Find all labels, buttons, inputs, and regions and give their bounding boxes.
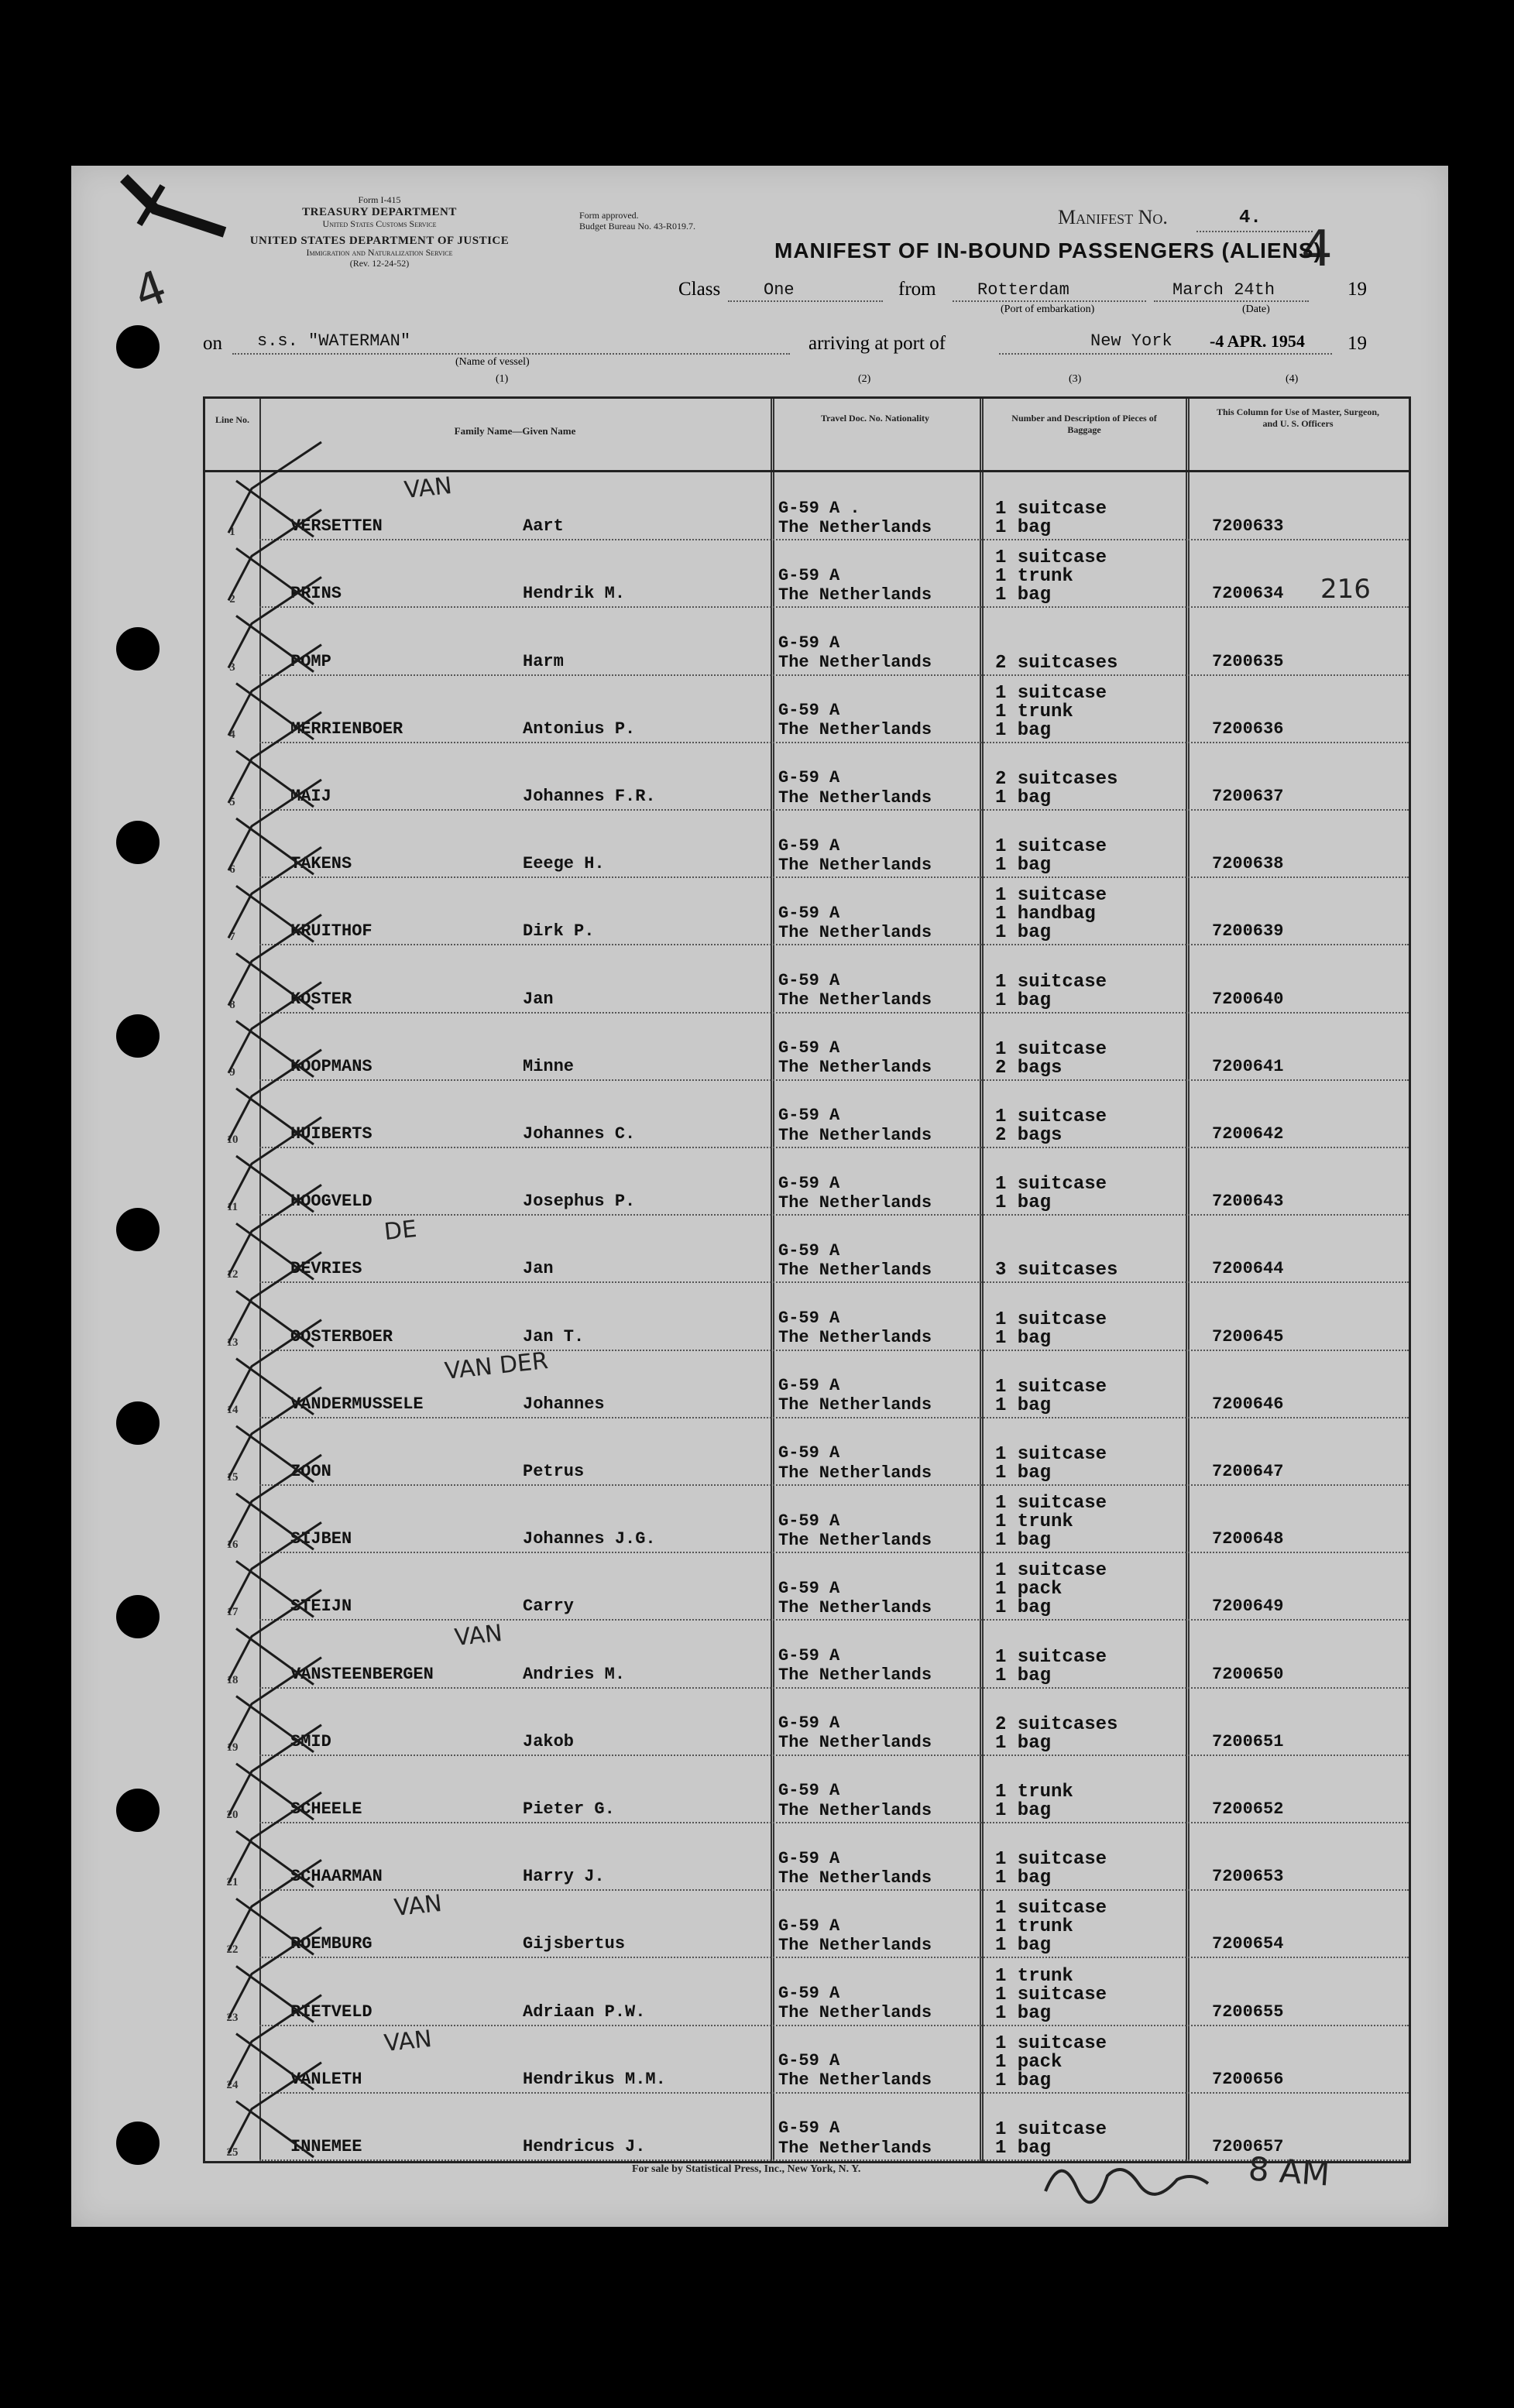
vessel-caption: (Name of vessel) xyxy=(455,356,530,368)
baggage-item: 1 trunk xyxy=(995,1965,1073,1987)
family-name: ROEMBURG xyxy=(290,1934,372,1954)
check-mark xyxy=(228,1388,321,1482)
date-caption: (Date) xyxy=(1242,304,1270,315)
family-name: MAIJ xyxy=(290,786,331,806)
binder-hole xyxy=(116,2122,160,2165)
officer-number: 7200652 xyxy=(1212,1799,1284,1819)
given-name: Josephus P. xyxy=(523,1192,636,1212)
baggage-item: 1 bag xyxy=(995,585,1052,606)
baggage-item: 1 bag xyxy=(995,1192,1052,1214)
nationality: The Netherlands xyxy=(778,1733,932,1753)
baggage-item: 1 suitcase xyxy=(995,1106,1107,1127)
nationality: The Netherlands xyxy=(778,2138,932,2158)
line-number: 1 xyxy=(229,526,235,539)
given-name: Johannes C. xyxy=(523,1123,636,1144)
nationality: The Netherlands xyxy=(778,1868,932,1888)
given-name: Antonius P. xyxy=(523,719,636,739)
col-header-baggage: Number and Description of Pieces of Baggage xyxy=(1011,413,1157,435)
manifest-number-label: Manifest No. xyxy=(1058,206,1168,228)
baggage-item: 1 suitcase xyxy=(995,1038,1107,1060)
port-caption: (Port of embarkation) xyxy=(1001,304,1095,315)
travel-doc-number: G-59 A xyxy=(778,1645,840,1665)
family-name: DEVRIES xyxy=(290,1259,362,1279)
binder-hole xyxy=(116,1014,160,1058)
check-mark xyxy=(228,577,321,671)
baggage-item: 2 bags xyxy=(995,1057,1063,1079)
given-name: Adriaan P.W. xyxy=(523,2002,646,2022)
travel-doc-number: G-59 A xyxy=(778,1038,840,1058)
officer-number: 7200636 xyxy=(1212,719,1284,739)
travel-doc-number: G-59 A xyxy=(778,835,840,856)
date-value: March 24th xyxy=(1172,280,1275,300)
officer-number: 7200638 xyxy=(1212,854,1284,874)
given-name: Johannes J.G. xyxy=(523,1529,656,1549)
baggage-item: 1 suitcase xyxy=(995,1309,1107,1330)
baggage-item: 1 trunk xyxy=(995,701,1073,722)
form-number: Form I-415 xyxy=(358,194,401,205)
officer-number: 7200642 xyxy=(1212,1123,1284,1144)
signature-scrawl xyxy=(1038,2145,1216,2207)
line-number: 17 xyxy=(226,1606,239,1619)
name-prefix-annotation: VAN xyxy=(453,1620,504,1652)
given-name: Dirk P. xyxy=(523,921,595,942)
family-name: ZOON xyxy=(290,1461,331,1481)
justice-dept: UNITED STATES DEPARTMENT OF JUSTICE xyxy=(249,234,510,247)
given-name: Jan xyxy=(523,989,554,1009)
baggage-item: 1 suitcase xyxy=(995,1493,1107,1514)
given-name: Hendricus J. xyxy=(523,2136,646,2156)
baggage-item: 1 suitcase xyxy=(995,1443,1107,1465)
family-name: RIETVELD xyxy=(290,2002,372,2022)
line-number: 23 xyxy=(226,2011,239,2024)
travel-doc-number: G-59 A xyxy=(778,1713,840,1734)
given-name: Pieter G. xyxy=(523,1799,615,1819)
travel-doc-number: G-59 A xyxy=(778,1916,840,1936)
nationality: The Netherlands xyxy=(778,517,932,537)
check-mark xyxy=(228,1860,321,1954)
check-mark xyxy=(228,983,321,1077)
family-name: SCHAARMAN xyxy=(290,1867,383,1887)
baggage-item: 1 suitcase xyxy=(995,1174,1107,1195)
nationality: The Netherlands xyxy=(778,585,932,605)
line-number: 22 xyxy=(226,1943,239,1957)
printer-credit: For sale by Statistical Press, Inc., New York, N. Y. xyxy=(632,2163,861,2175)
travel-doc-number: G-59 A xyxy=(778,2118,840,2139)
name-prefix-annotation: DE xyxy=(383,1216,418,1247)
travel-doc-number: G-59 A xyxy=(778,1578,840,1598)
family-name: STEIJN xyxy=(290,1597,352,1617)
family-name: PRINS xyxy=(290,584,342,604)
line-number: 5 xyxy=(229,795,235,808)
line-number: 10 xyxy=(226,1133,239,1146)
baggage-item: 2 suitcases xyxy=(995,1713,1118,1735)
name-prefix-annotation: VAN DER xyxy=(443,1346,550,1385)
col-header-line: Line No. xyxy=(215,414,249,425)
check-mark xyxy=(228,1252,321,1346)
nationality: The Netherlands xyxy=(778,2003,932,2023)
col-num-4: (4) xyxy=(1286,373,1299,385)
given-name: Johannes F.R. xyxy=(523,786,656,806)
baggage-item: 1 trunk xyxy=(995,1781,1073,1803)
check-mark xyxy=(228,1658,321,1752)
officer-number: 7200641 xyxy=(1212,1056,1284,1076)
col-num-1: (1) xyxy=(496,373,509,385)
officer-number: 7200637 xyxy=(1212,786,1284,806)
baggage-item: 1 suitcase xyxy=(995,1646,1107,1668)
nationality: The Netherlands xyxy=(778,990,932,1010)
check-mark xyxy=(228,442,321,537)
baggage-item: 3 suitcases xyxy=(995,1260,1118,1281)
family-name: INNEMEE xyxy=(290,2136,362,2156)
manifest-number-line xyxy=(1196,231,1313,232)
ins-service: Immigration and Naturalization Service xyxy=(306,247,453,259)
officer-number: 7200656 xyxy=(1212,2069,1284,2089)
officer-number: 7200650 xyxy=(1212,1664,1284,1684)
check-mark xyxy=(228,1927,321,2022)
family-name: VANLETH xyxy=(290,2069,362,2089)
customs-service: United States Customs Service xyxy=(322,218,437,230)
officer-number: 7200640 xyxy=(1212,989,1284,1009)
baggage-item: 1 suitcase xyxy=(995,547,1107,569)
name-prefix-annotation: VAN xyxy=(383,2025,434,2057)
treasury-dept: TREASURY DEPARTMENT xyxy=(302,205,457,218)
baggage-item: 1 suitcase xyxy=(995,2032,1107,2054)
nationality: The Netherlands xyxy=(778,720,932,740)
given-name: Minne xyxy=(523,1056,575,1076)
year-prefix-2: 19 xyxy=(1347,333,1367,354)
baggage-item: 1 bag xyxy=(995,1462,1052,1484)
line-number: 25 xyxy=(226,2146,239,2159)
year-prefix: 19 xyxy=(1347,279,1367,300)
nationality: The Netherlands xyxy=(778,855,932,875)
binder-hole xyxy=(116,1401,160,1445)
officer-number: 7200655 xyxy=(1212,2002,1284,2022)
family-name: SMID xyxy=(290,1731,331,1751)
baggage-item: 1 bag xyxy=(995,1665,1052,1686)
line-number: 20 xyxy=(226,1808,239,1821)
family-name: KOOPMANS xyxy=(290,1056,372,1076)
baggage-item: 2 suitcases xyxy=(995,768,1118,790)
line-number: 7 xyxy=(229,931,235,944)
baggage-item: 1 bag xyxy=(995,2002,1052,2024)
nationality: The Netherlands xyxy=(778,1463,932,1483)
family-name: KOSTER xyxy=(290,989,352,1009)
given-name: Jakob xyxy=(523,1731,575,1751)
nationality: The Netherlands xyxy=(778,787,932,808)
travel-doc-number: G-59 A xyxy=(778,1376,840,1396)
baggage-item: 1 bag xyxy=(995,855,1052,876)
baggage-item: 1 suitcase xyxy=(995,499,1107,520)
travel-doc-number: G-59 A xyxy=(778,565,840,585)
family-name: POMP xyxy=(290,651,331,671)
baggage-item: 1 handbag xyxy=(995,904,1096,925)
check-mark xyxy=(228,509,321,604)
check-mark xyxy=(228,1522,321,1617)
check-mark xyxy=(228,1050,321,1144)
officer-number: 7200644 xyxy=(1212,1259,1284,1279)
officer-number: 7200653 xyxy=(1212,1867,1284,1887)
col-header-officers: This Column for Use of Master, Surgeon, and U. S. Officers xyxy=(1216,406,1379,429)
date-line xyxy=(1154,300,1309,302)
line-number: 11 xyxy=(226,1201,239,1214)
travel-doc-number: G-59 A xyxy=(778,633,840,653)
baggage-item: 1 bag xyxy=(995,1327,1052,1349)
check-mark xyxy=(228,1725,321,1820)
baggage-item: 1 bag xyxy=(995,1868,1052,1889)
check-marks-layer xyxy=(205,399,1409,2161)
nationality: The Netherlands xyxy=(778,1328,932,1348)
approval-block xyxy=(579,211,695,232)
class-line xyxy=(728,300,883,302)
baggage-item: 1 bag xyxy=(995,787,1052,808)
given-name: Jan xyxy=(523,1259,554,1279)
baggage-item: 1 bag xyxy=(995,922,1052,944)
officer-number: 7200654 xyxy=(1212,1934,1284,1954)
budget-bureau: Budget Bureau No. 43-R019.7. xyxy=(579,220,695,232)
class-value: One xyxy=(764,280,795,300)
family-name: SIJBEN xyxy=(290,1529,352,1549)
baggage-item: 1 suitcase xyxy=(995,2118,1107,2140)
col-num-2: (2) xyxy=(858,373,871,385)
travel-doc-number: G-59 A xyxy=(778,1106,840,1126)
officer-number: 7200645 xyxy=(1212,1326,1284,1346)
nationality: The Netherlands xyxy=(778,653,932,673)
given-name: Hendrik M. xyxy=(523,584,626,604)
nationality: The Netherlands xyxy=(778,2070,932,2091)
line-number: 12 xyxy=(226,1268,239,1281)
binder-hole xyxy=(116,627,160,671)
travel-doc-number: G-59 A xyxy=(778,768,840,788)
given-name: Johannes xyxy=(523,1394,605,1414)
given-name: Hendrikus M.M. xyxy=(523,2069,666,2089)
check-mark xyxy=(228,1320,321,1415)
baggage-item: 1 bag xyxy=(995,1394,1052,1416)
given-name: Aart xyxy=(523,516,564,537)
baggage-item: 1 trunk xyxy=(995,1916,1073,1938)
baggage-item: 1 suitcase xyxy=(995,1898,1107,1919)
check-mark xyxy=(228,712,321,807)
given-name: Harry J. xyxy=(523,1867,605,1887)
nationality: The Netherlands xyxy=(778,923,932,943)
col-header-name: Family Name—Given Name xyxy=(454,425,576,437)
port-line xyxy=(953,300,1146,302)
check-mark xyxy=(228,1792,321,1887)
baggage-item: 1 suitcase xyxy=(995,1560,1107,1582)
baggage-item: 1 bag xyxy=(995,1732,1052,1754)
officer-number: 7200649 xyxy=(1212,1597,1284,1617)
officer-number: 7200657 xyxy=(1212,2136,1284,2156)
baggage-item: 1 bag xyxy=(995,1799,1052,1821)
baggage-item: 1 suitcase xyxy=(995,1376,1107,1398)
baggage-item: 1 bag xyxy=(995,1597,1052,1619)
nationality: The Netherlands xyxy=(778,1530,932,1550)
family-name: TAKENS xyxy=(290,854,352,874)
binder-hole xyxy=(116,821,160,864)
officer-number: 7200635 xyxy=(1212,651,1284,671)
line-number: 18 xyxy=(226,1673,239,1686)
officer-number: 7200646 xyxy=(1212,1394,1284,1414)
baggage-item: 2 suitcases xyxy=(995,652,1118,674)
check-mark xyxy=(228,1185,321,1279)
baggage-item: 1 suitcase xyxy=(995,1849,1107,1871)
given-name: Gijsbertus xyxy=(523,1934,626,1954)
family-name: SCHEELE xyxy=(290,1799,362,1819)
check-mark xyxy=(228,847,321,942)
signature-time: 8 AM xyxy=(1247,2149,1331,2194)
travel-doc-number: G-59 A xyxy=(778,1173,840,1193)
baggage-item: 1 suitcase xyxy=(995,971,1107,993)
travel-doc-number: G-59 A . xyxy=(778,498,860,518)
line-number: 4 xyxy=(229,728,235,741)
from-label: from xyxy=(898,279,936,300)
nationality: The Netherlands xyxy=(778,1800,932,1820)
line-number: 3 xyxy=(229,660,235,674)
baggage-item: 1 bag xyxy=(995,1935,1052,1957)
baggage-item: 2 bags xyxy=(995,1124,1063,1146)
line-number: 15 xyxy=(226,1470,239,1484)
line-number: 6 xyxy=(229,863,235,876)
travel-doc-number: G-59 A xyxy=(778,1443,840,1463)
officer-number: 7200633 xyxy=(1212,516,1284,537)
passenger-table xyxy=(203,396,1411,2163)
family-name: HOOGVELD xyxy=(290,1192,372,1212)
nationality: The Netherlands xyxy=(778,1261,932,1281)
travel-doc-number: G-59 A xyxy=(778,903,840,923)
given-name: Carry xyxy=(523,1597,575,1617)
officer-extra-note: 216 xyxy=(1320,574,1371,605)
officer-number: 7200639 xyxy=(1212,921,1284,942)
check-mark xyxy=(228,914,321,1009)
nationality: The Netherlands xyxy=(778,1936,932,1956)
nationality: The Netherlands xyxy=(778,1192,932,1213)
check-mark xyxy=(228,2063,321,2157)
baggage-item: 1 suitcase xyxy=(995,836,1107,858)
on-label: on xyxy=(203,333,222,354)
travel-doc-number: G-59 A xyxy=(778,2051,840,2071)
family-name: OOSTERBOER xyxy=(290,1326,393,1346)
travel-doc-number: G-59 A xyxy=(778,1983,840,2003)
family-name: VANSTEENBERGEN xyxy=(290,1664,434,1684)
check-mark xyxy=(228,1590,321,1684)
travel-doc-number: G-59 A xyxy=(778,1308,840,1328)
officer-number: 7200647 xyxy=(1212,1461,1284,1481)
binder-hole xyxy=(116,1789,160,1832)
line-number: 9 xyxy=(229,1065,235,1079)
baggage-item: 1 trunk xyxy=(995,566,1073,588)
officer-number: 7200648 xyxy=(1212,1529,1284,1549)
check-mark xyxy=(228,1455,321,1549)
baggage-item: 1 pack xyxy=(995,1579,1063,1600)
name-prefix-annotation: VAN xyxy=(403,472,454,505)
given-name: Andries M. xyxy=(523,1664,626,1684)
vessel-name: s.s. "WATERMAN" xyxy=(257,331,411,351)
officer-number: 7200651 xyxy=(1212,1731,1284,1751)
col-num-3: (3) xyxy=(1069,373,1082,385)
from-value: Rotterdam xyxy=(977,280,1069,300)
baggage-item: 1 bag xyxy=(995,2070,1052,2091)
line-number: 24 xyxy=(226,2078,239,2091)
margin-handwritten-number: 4 xyxy=(127,259,174,321)
baggage-item: 1 trunk xyxy=(995,1511,1073,1533)
line-number: 13 xyxy=(226,1336,239,1349)
given-name: Harm xyxy=(523,651,564,671)
travel-doc-number: G-59 A xyxy=(778,1240,840,1261)
class-label: Class xyxy=(678,279,721,300)
given-name: Petrus xyxy=(523,1461,585,1481)
arrival-port: New York xyxy=(1090,331,1172,351)
baggage-item: 1 bag xyxy=(995,1530,1052,1552)
revision-date: (Rev. 12-24-52) xyxy=(349,257,410,269)
nationality: The Netherlands xyxy=(778,1395,932,1415)
baggage-item: 1 suitcase xyxy=(995,885,1107,907)
nationality: The Netherlands xyxy=(778,1058,932,1078)
baggage-item: 1 bag xyxy=(995,719,1052,741)
col-header-travel: Travel Doc. No. Nationality xyxy=(820,413,930,424)
travel-doc-number: G-59 A xyxy=(778,1848,840,1868)
family-name: KRUITHOF xyxy=(290,921,372,942)
family-name: VERSETTEN xyxy=(290,516,383,537)
given-name: Jan T. xyxy=(523,1326,585,1346)
check-mark xyxy=(228,780,321,874)
baggage-item: 1 suitcase xyxy=(995,1984,1107,2005)
line-number: 8 xyxy=(229,998,235,1011)
check-mark xyxy=(228,645,321,739)
binder-hole xyxy=(116,1595,160,1638)
line-number: 16 xyxy=(226,1538,239,1552)
travel-doc-number: G-59 A xyxy=(778,701,840,721)
binder-hole xyxy=(116,1208,160,1251)
baggage-item: 1 suitcase xyxy=(995,682,1107,704)
arrival-line xyxy=(999,353,1332,355)
baggage-item: 1 bag xyxy=(995,517,1052,539)
travel-doc-number: G-59 A xyxy=(778,970,840,990)
baggage-item: 1 pack xyxy=(995,2051,1063,2073)
line-number: 21 xyxy=(226,1876,239,1889)
line-number: 19 xyxy=(226,1741,239,1754)
travel-doc-number: G-59 A xyxy=(778,1781,840,1801)
nationality: The Netherlands xyxy=(778,1598,932,1618)
manifest-number-handwritten: 4 xyxy=(1301,221,1333,278)
officer-number: 7200634 xyxy=(1212,584,1284,604)
family-name: MERRIENBOER xyxy=(290,719,403,739)
nationality: The Netherlands xyxy=(778,1125,932,1145)
line-number: 14 xyxy=(226,1403,239,1416)
line-number: 2 xyxy=(229,593,235,606)
name-prefix-annotation: VAN xyxy=(393,1890,444,1923)
baggage-item: 1 bag xyxy=(995,990,1052,1011)
baggage-item: 1 bag xyxy=(995,2137,1052,2159)
check-mark xyxy=(228,1117,321,1212)
arriving-label: arriving at port of xyxy=(808,333,946,354)
given-name: Eeege H. xyxy=(523,854,605,874)
family-name: HUIBERTS xyxy=(290,1123,372,1144)
officer-number: 7200643 xyxy=(1212,1192,1284,1212)
arrival-date-stamp: -4 APR. 1954 xyxy=(1210,331,1305,351)
family-name: VANDERMUSSELE xyxy=(290,1394,424,1414)
form-approved: Form approved. xyxy=(579,210,639,221)
check-mark xyxy=(228,1995,321,2090)
nationality: The Netherlands xyxy=(778,1665,932,1686)
manifest-title: MANIFEST OF IN-BOUND PASSENGERS (ALIENS) xyxy=(774,238,1322,262)
vessel-line xyxy=(232,353,790,355)
travel-doc-number: G-59 A xyxy=(778,1511,840,1531)
manifest-number: 4. xyxy=(1239,208,1262,228)
binder-hole xyxy=(116,325,160,369)
agency-block xyxy=(201,195,558,269)
